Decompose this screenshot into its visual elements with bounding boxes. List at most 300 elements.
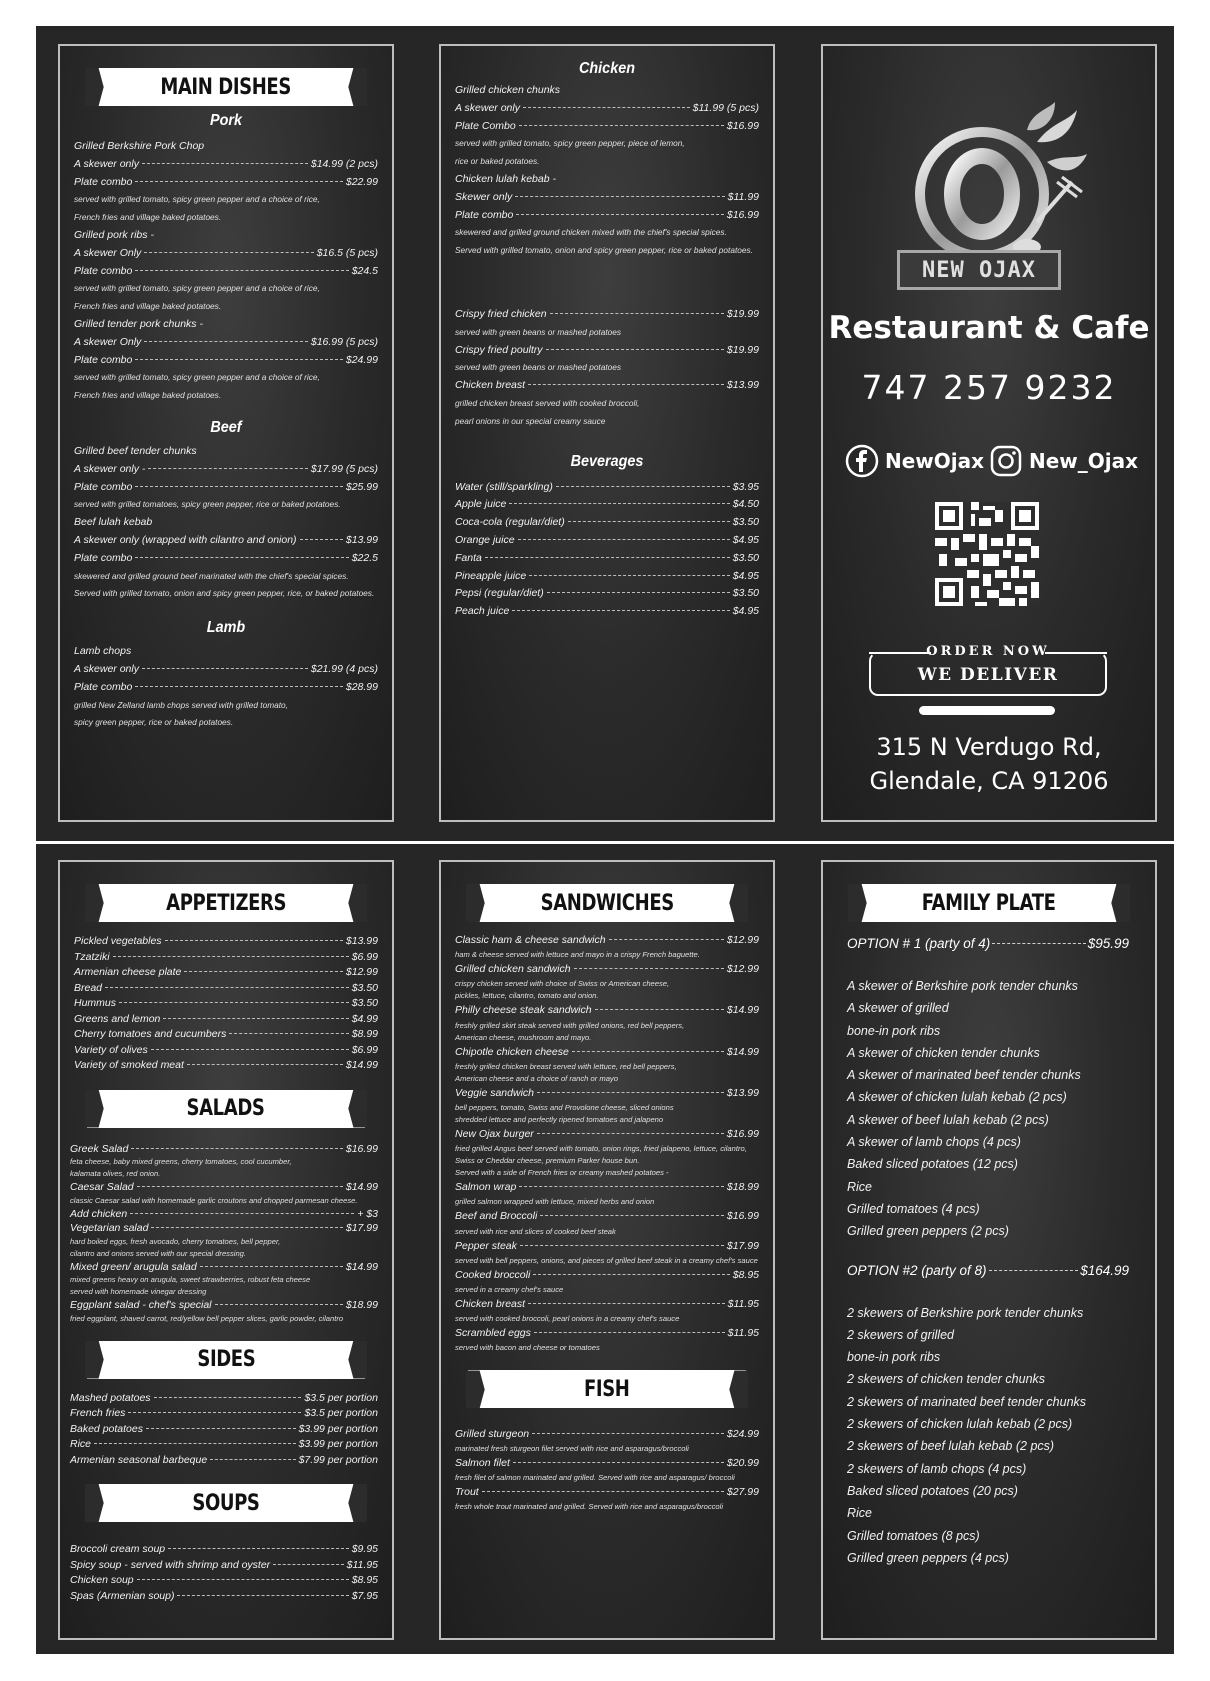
menu-item-label: A skewer only -: [74, 462, 146, 475]
menu-item-description: spicy green pepper, rice or baked potatoes.: [74, 717, 234, 728]
tagline: Restaurant & Cafe: [828, 310, 1150, 346]
leader-dots: [273, 1564, 343, 1565]
family-plate-item: 2 skewers of beef lulah kebab (2 pcs): [847, 1439, 1055, 1454]
menu-item-label: Armenian seasonal barbeque: [70, 1453, 208, 1466]
family-plate-item: Rice: [847, 1179, 873, 1194]
menu-item-description: served with bell peppers, onions, and pieces of grilled beef steak in a creamy chef's sauce: [455, 1255, 758, 1265]
menu-item-row: [74, 965, 378, 981]
menu-item-price: $3.50: [732, 551, 759, 564]
menu-item-price: $4.99: [351, 1012, 378, 1025]
family-plate-item: Grilled green peppers (2 pcs): [847, 1224, 1009, 1239]
menu-item-label: Eggplant salad - chef's special: [70, 1299, 212, 1311]
menu-item-row: [455, 1296, 759, 1313]
leader-dots: [163, 1018, 348, 1019]
menu-item-price: $13.99: [726, 379, 759, 392]
menu-item-row: [74, 679, 378, 697]
menu-item-label: Water (still/sparkling): [455, 480, 553, 493]
menu-item-description: fried eggplant, shaved carrot, red/yellow bell pepper slices, garlic powder, cilantro: [70, 1313, 344, 1323]
menu-item-row: [455, 1267, 759, 1284]
leader-dots: [142, 163, 308, 164]
leader-dots: [528, 384, 724, 385]
sides-list: [60, 1391, 392, 1469]
leader-dots: [94, 1443, 296, 1444]
menu-item-row: [70, 1422, 378, 1438]
menu-item-name: Grilled pork ribs -: [74, 228, 154, 241]
soups-banner: [87, 1484, 365, 1522]
option-1-items: [823, 975, 1155, 1243]
phone-number[interactable]: 747 257 9232: [861, 368, 1117, 407]
address-line-2: Glendale, CA 91206: [869, 767, 1109, 795]
family-plate-item: Baked sliced potatoes (20 pcs): [847, 1483, 1018, 1498]
menu-item-description: Served with grilled tomato, onion and spicy green pepper, rice, or baked potatoes.: [74, 588, 375, 599]
chicken-list-a: [441, 82, 773, 260]
qr-code-icon[interactable]: [935, 502, 1039, 606]
menu-item-description: skewered and grilled ground beef marinated with the chief's special spices.: [74, 570, 349, 581]
menu-item-row: [455, 1238, 759, 1255]
menu-item-row: [455, 479, 759, 497]
menu-item-label: Crispy fried chicken: [455, 307, 547, 320]
address-line-1: 315 N Verdugo Rd,: [876, 733, 1102, 761]
menu-item-row: [455, 1044, 759, 1061]
menu-item-price: $14.99: [345, 1181, 378, 1193]
menu-item-price: $11.95: [727, 1327, 759, 1340]
leader-dots: [534, 1332, 725, 1333]
menu-item-row: [455, 1208, 759, 1225]
menu-item-row: [74, 245, 378, 263]
menu-item-row: [455, 342, 759, 360]
leader-dots: [546, 349, 724, 350]
menu-item-label: Variety of smoked meat: [74, 1059, 184, 1071]
menu-item-price: $19.99: [726, 343, 759, 356]
menu-item-description: shredded lettuce and perfectly ripened tomatoes and jalapeno: [455, 1115, 664, 1125]
option-1-label: OPTION # 1 (party of 4): [847, 936, 991, 951]
menu-item-row: [70, 1589, 378, 1605]
menu-item-label: Broccoli cream soup: [70, 1543, 166, 1555]
menu-item-price: $12.99: [345, 966, 378, 978]
leader-dots: [518, 539, 730, 540]
menu-item-row: [74, 156, 378, 174]
fish-banner: [468, 1370, 746, 1408]
menu-item-price: $11.99 (5 pcs): [692, 101, 759, 114]
family-plate-item: A skewer of marinated beef tender chunks: [847, 1068, 1081, 1083]
menu-item-row: [74, 174, 378, 192]
menu-item-description: fresh filet of salmon marinated and grilled. Served with rice and asparagus/ broccoli: [455, 1473, 735, 1483]
menu-item-row: [455, 189, 759, 207]
menu-item-label: Pickled vegetables: [74, 935, 162, 947]
menu-front-sheet: [36, 26, 1174, 841]
menu-item-label: Mixed green/ arugula salad: [70, 1260, 197, 1273]
leader-dots: [513, 1462, 724, 1463]
menu-item-price: $13.99: [345, 935, 378, 947]
beef-list: [60, 443, 392, 603]
menu-item-price: $13.99: [345, 533, 378, 546]
menu-item-row: [455, 496, 759, 514]
menu-item-description: served with cooked broccoli, pearl onions in a creamy chef's sauce: [455, 1314, 680, 1324]
leader-dots: [519, 125, 724, 126]
leader-dots: [168, 1548, 349, 1549]
menu-item-label: Pineapple juice: [455, 569, 527, 582]
leader-dots: [609, 939, 724, 940]
family-plate-item: Rice: [847, 1506, 873, 1521]
menu-item-row: [74, 1012, 378, 1028]
menu-item-label: A skewer only: [74, 662, 139, 675]
menu-item-row: [455, 514, 759, 532]
leader-dots: [144, 341, 308, 342]
menu-item-price: $28.99: [345, 680, 378, 693]
family-option-1: [823, 936, 1155, 951]
leader-dots: [537, 1092, 724, 1093]
menu-item-price: $18.99: [726, 1181, 759, 1194]
menu-item-label: Chipotle chicken cheese: [455, 1045, 569, 1058]
menu-item-description: kalamata olives, red onion.: [70, 1169, 161, 1178]
menu-item-description: ham & cheese served with lettuce and mayo in a crispy French baguette.: [455, 950, 700, 960]
leader-dots: [135, 686, 343, 687]
family-plate-item: 2 skewers of marinated beef tender chunks: [847, 1394, 1087, 1409]
menu-item-price: $22.99: [345, 175, 378, 188]
menu-item-price: $14.99: [726, 1004, 759, 1017]
leader-dots: [142, 668, 308, 669]
leader-dots: [151, 1049, 349, 1050]
leader-dots: [515, 196, 724, 197]
menu-item-price: $21.99 (4 pcs): [310, 662, 378, 675]
menu-item-price: $24.99: [726, 1428, 759, 1441]
menu-item-label: Hummus: [74, 997, 117, 1009]
order-now-badge[interactable]: [869, 644, 1107, 696]
menu-item-label: Grilled sturgeon: [455, 1428, 530, 1441]
menu-item-description: served with grilled tomato, spicy green pepper and a choice of rice,: [74, 283, 320, 294]
leader-dots: [529, 575, 730, 576]
menu-item-name: Grilled beef tender chunks: [74, 444, 197, 457]
order-now-label: ORDER NOW: [926, 644, 1050, 659]
menu-item-label: Pepper steak: [455, 1239, 517, 1252]
family-plate-item: Grilled tomatoes (8 pcs): [847, 1528, 980, 1543]
option-2-price: $164.99: [1080, 1262, 1129, 1278]
menu-item-row: [74, 996, 378, 1012]
menu-item-label: Plate combo: [455, 208, 514, 221]
menu-item-price: $14.99 (2 pcs): [310, 157, 378, 170]
menu-item-price: $17.99: [726, 1239, 759, 1252]
menu-item-price: $3.50: [732, 516, 759, 529]
leader-dots: [485, 557, 730, 558]
family-plate-item: 2 skewers of chicken lulah kebab (2 pcs): [847, 1417, 1073, 1432]
facebook-handle: NewOjax: [885, 449, 985, 473]
menu-item-row: [455, 961, 759, 978]
family-plate-item: Grilled green peppers (4 pcs): [847, 1550, 1009, 1565]
menu-item-price: $4.95: [732, 569, 759, 582]
menu-item-row: [455, 550, 759, 568]
salads-title: SALADS: [187, 1096, 265, 1121]
menu-item-row: [455, 118, 759, 136]
leader-dots: [135, 270, 348, 271]
menu-item-price: $14.99: [345, 1260, 378, 1273]
leader-dots: [144, 252, 313, 253]
menu-item-price: $17.99 (5 pcs): [310, 462, 378, 475]
leader-dots: [184, 971, 342, 972]
menu-item-row: [70, 1406, 378, 1422]
menu-item-description: served with green beans or mashed potatoes: [455, 326, 622, 337]
menu-item-label: French fries: [70, 1407, 126, 1419]
brand-panel: [821, 44, 1157, 822]
menu-item-row: [455, 1085, 759, 1102]
menu-item-row: [70, 1453, 378, 1469]
family-plate-item: 2 skewers of Berkshire pork tender chunks: [847, 1305, 1084, 1320]
leader-dots: [128, 1412, 301, 1413]
menu-item-price: $14.99: [345, 1059, 378, 1071]
menu-item-label: Chicken breast: [455, 1298, 526, 1311]
sandwiches-banner: [468, 884, 746, 922]
family-plate-item: A skewer of beef lulah kebab (2 pcs): [847, 1112, 1049, 1127]
family-plate-title: FAMILY PLATE: [922, 890, 1056, 916]
menu-item-label: Plate combo: [74, 264, 133, 277]
menu-item-description: pickles, lettuce, cilantro, tomato and onion.: [455, 991, 599, 1001]
menu-item-label: Greens and lemon: [74, 1012, 161, 1025]
menu-item-description: rice or baked potatoes.: [455, 156, 540, 167]
leader-dots: [130, 1213, 354, 1214]
menu-item-price: $16.99: [345, 1142, 378, 1155]
menu-item-label: Pepsi (regular/diet): [455, 587, 544, 600]
menu-item-description: pearl onions in our special creamy sauce: [455, 415, 606, 426]
address: [823, 730, 1155, 798]
family-plate-item: A skewer of chicken tender chunks: [847, 1045, 1040, 1060]
family-plate-item: bone-in pork ribs: [847, 1023, 941, 1038]
sandwiches-title: SANDWICHES: [540, 890, 674, 916]
menu-item-label: Bread: [74, 981, 103, 994]
salads-banner: [87, 1090, 365, 1128]
menu-item-price: $22.5: [351, 551, 378, 564]
menu-item-description: feta cheese, baby mixed greens, cherry tomatoes, cool cucumber,: [70, 1157, 292, 1166]
instagram-icon: [989, 444, 1023, 478]
leader-dots: [135, 557, 348, 558]
family-plate-item: 2 skewers of lamb chops (4 pcs): [847, 1461, 1027, 1476]
menu-item-label: New Ojax burger: [455, 1128, 534, 1141]
logo-text: NEW OJAX: [922, 257, 1036, 283]
menu-item-label: Chicken breast: [455, 379, 526, 392]
leader-dots: [137, 1186, 343, 1187]
menu-item-description: served with rice and slices of cooked beef steak: [455, 1226, 616, 1236]
menu-item-price: $16.99: [726, 1210, 759, 1223]
menu-item-name: Beef lulah kebab: [74, 516, 153, 529]
menu-item-label: Rice: [70, 1438, 92, 1450]
menu-item-price: $7.99 per portion: [298, 1453, 378, 1466]
menu-item-row: [455, 306, 759, 324]
menu-item-label: A skewer only: [74, 157, 139, 170]
menu-item-price: $4.50: [732, 498, 759, 511]
we-deliver-label: WE DELIVER: [917, 665, 1059, 685]
leader-dots: [135, 486, 343, 487]
menu-item-row: [455, 207, 759, 225]
menu-item-price: $11.95: [727, 1298, 759, 1311]
menu-item-description: bell peppers, tomato, Swiss and Provolone cheese, sliced onions: [455, 1103, 674, 1113]
menu-item-price: $16.99 (5 pcs): [310, 335, 378, 348]
menu-item-row: [455, 585, 759, 603]
menu-item-description: American cheese and a choice of ranch or mayo: [455, 1073, 618, 1083]
instagram-handle: New_Ojax: [1029, 449, 1139, 473]
menu-item-price: $13.99: [726, 1086, 759, 1099]
menu-item-label: Cherry tomatoes and cucumbers: [74, 1028, 227, 1040]
pork-title: Pork: [209, 112, 243, 129]
leader-dots: [113, 956, 349, 957]
logo-wordmark: [897, 250, 1061, 290]
family-plate-item: A skewer of grilled: [847, 1001, 949, 1016]
menu-item-row: [455, 1126, 759, 1143]
menu-item-price: $20.99: [726, 1457, 759, 1470]
menu-item-description: French fries and village baked potatoes.: [74, 390, 222, 401]
menu-item-row: [74, 263, 378, 281]
menu-item-row: [74, 1058, 378, 1074]
menu-item-description: served with bacon and cheese or tomatoes: [455, 1343, 600, 1353]
menu-item-price: $8.99: [351, 1028, 378, 1040]
menu-item-row: [74, 479, 378, 497]
menu-item-price: $24.5: [351, 264, 378, 277]
facebook-link[interactable]: [845, 444, 984, 478]
menu-item-label: Plate combo: [74, 680, 133, 693]
sides-banner: [87, 1341, 365, 1379]
menu-item-label: Mashed potatoes: [70, 1391, 151, 1404]
leader-dots: [200, 1266, 343, 1267]
menu-item-price: $16.99: [726, 119, 759, 132]
menu-item-row: [455, 932, 759, 949]
menu-item-label: Plate combo: [74, 551, 133, 564]
menu-item-label: Classic ham & cheese sandwich: [455, 934, 606, 946]
menu-item-label: Plate Combo: [455, 119, 516, 132]
menu-item-row: [70, 1298, 378, 1313]
sides-title: SIDES: [197, 1347, 255, 1372]
leader-dots: [146, 1428, 296, 1429]
menu-item-row: [70, 1437, 378, 1453]
menu-item-price: $16.5 (5 pcs): [316, 246, 378, 259]
leader-dots: [482, 1491, 724, 1492]
menu-item-price: $8.95: [732, 1268, 759, 1281]
menu-item-label: Chicken soup: [70, 1574, 134, 1586]
appetizers-panel: [58, 860, 394, 1640]
appetizers-list: [60, 934, 392, 1074]
menu-item-description: French fries and village baked potatoes.: [74, 212, 222, 223]
menu-item-row: [455, 1455, 759, 1472]
leader-dots: [154, 1397, 302, 1398]
menu-item-price: $3.5 per portion: [304, 1391, 378, 1404]
menu-item-label: Scrambled eggs: [455, 1327, 531, 1340]
menu-item-price: $6.99: [351, 1043, 378, 1056]
menu-item-label: Philly cheese steak sandwich: [455, 1004, 592, 1017]
chicken-title: Chicken: [578, 60, 636, 77]
menu-item-description: served in a creamy chef's sauce: [455, 1285, 564, 1295]
menu-item-label: Cooked broccoli: [455, 1268, 531, 1281]
menu-item-description: French fries and village baked potatoes.: [74, 301, 222, 312]
leader-dots: [210, 1459, 295, 1460]
menu-item-label: Plate combo: [74, 175, 133, 188]
menu-item-label: Armenian cheese plate: [74, 966, 182, 978]
leader-dots: [119, 1002, 349, 1003]
menu-item-description: served with grilled tomatoes, spicy green pepper, rice or baked potatoes.: [74, 499, 341, 510]
menu-item-description: cilantro and onions served with our special dressing.: [70, 1248, 247, 1258]
menu-item-price: $4.95: [732, 605, 759, 618]
menu-item-label: Tzatziki: [74, 950, 110, 963]
fish-list: [441, 1426, 773, 1513]
leader-dots: [512, 610, 729, 611]
menu-item-label: Spicy soup - served with shrimp and oyster: [70, 1558, 271, 1571]
leader-dots: [523, 107, 690, 108]
menu-item-row: [74, 532, 378, 550]
menu-item-row: [70, 1180, 378, 1195]
menu-item-description: mixed greens heavy on arugula, sweet strawberries, robust feta cheese: [70, 1275, 311, 1284]
leader-dots: [135, 359, 343, 360]
menu-item-row: [70, 1207, 378, 1222]
menu-item-row: [70, 1558, 378, 1574]
menu-item-row: [74, 661, 378, 679]
menu-item-name: Lamb chops: [74, 645, 132, 658]
menu-item-label: Beef and Broccoli: [455, 1210, 538, 1223]
menu-item-price: $17.99: [345, 1222, 378, 1234]
main-dishes-panel: [58, 44, 394, 822]
lamb-title: Lamb: [206, 619, 246, 637]
menu-item-description: grilled New Zelland lamb chops served with grilled tomato,: [74, 699, 288, 710]
menu-item-label: Veggie sandwich: [455, 1086, 534, 1099]
menu-item-row: [70, 1260, 378, 1275]
chicken-list-b: [441, 306, 773, 431]
leader-dots: [105, 987, 349, 988]
menu-item-label: Baked potatoes: [70, 1422, 143, 1435]
family-plate-item: A skewer of Berkshire pork tender chunks: [847, 979, 1078, 993]
pork-list: [60, 138, 392, 405]
leader-dots: [151, 1227, 342, 1228]
menu-item-price: $3.50: [732, 587, 759, 600]
menu-item-row: [455, 377, 759, 395]
menu-item-price: $3.5 per portion: [304, 1407, 378, 1419]
menu-item-description: freshly grilled chicken breast served with lettuce, red bell peppers,: [455, 1061, 677, 1071]
family-option-2: [823, 1263, 1155, 1278]
menu-item-label: Add chicken: [70, 1207, 128, 1220]
leader-dots: [519, 1186, 724, 1187]
menu-item-row: [455, 532, 759, 550]
instagram-link[interactable]: [989, 444, 1138, 478]
menu-item-label: Plate combo: [74, 353, 133, 366]
menu-item-label: Grilled chicken sandwich: [455, 963, 571, 976]
menu-item-price: $9.95: [351, 1543, 378, 1555]
menu-item-row: [74, 461, 378, 479]
leader-dots: [528, 1303, 725, 1304]
main-dishes-title: MAIN DISHES: [160, 74, 292, 100]
salads-list: [60, 1142, 392, 1325]
menu-item-price: $24.99: [345, 353, 378, 366]
menu-item-row: [74, 1043, 378, 1059]
menu-item-price: $25.99: [345, 480, 378, 493]
delivery-underline: [919, 706, 1055, 715]
leader-dots: [533, 1274, 729, 1275]
menu-item-price: $12.99: [726, 934, 759, 946]
menu-item-label: A skewer only: [455, 101, 520, 114]
menu-item-description: skewered and grilled ground chicken mixed with the chief's special spices.: [455, 227, 727, 238]
menu-item-price: $12.99: [726, 963, 759, 976]
beverages-list: [441, 479, 773, 621]
leader-dots: [532, 1433, 724, 1434]
leader-dots: [135, 181, 343, 182]
beverages-title: Beverages: [570, 452, 644, 470]
menu-item-label: Plate combo: [74, 480, 133, 493]
menu-item-name: Chicken lulah kebab -: [455, 172, 556, 185]
menu-item-description: Served with grilled tomato, onion and spicy green pepper, rice or baked potatoes.: [455, 245, 753, 256]
menu-item-price: $16.99: [726, 208, 759, 221]
menu-item-price: $11.99: [727, 190, 759, 203]
menu-item-row: [74, 550, 378, 568]
menu-item-name: Grilled Berkshire Pork Chop: [74, 140, 205, 152]
menu-item-row: [455, 1426, 759, 1443]
menu-item-price: $11.95: [346, 1558, 378, 1571]
leader-dots: [177, 1595, 348, 1596]
menu-item-label: Salmon wrap: [455, 1181, 517, 1194]
menu-item-label: Caesar Salad: [70, 1181, 134, 1193]
menu-item-label: Fanta: [455, 551, 482, 564]
menu-item-label: Variety of olives: [74, 1043, 148, 1056]
